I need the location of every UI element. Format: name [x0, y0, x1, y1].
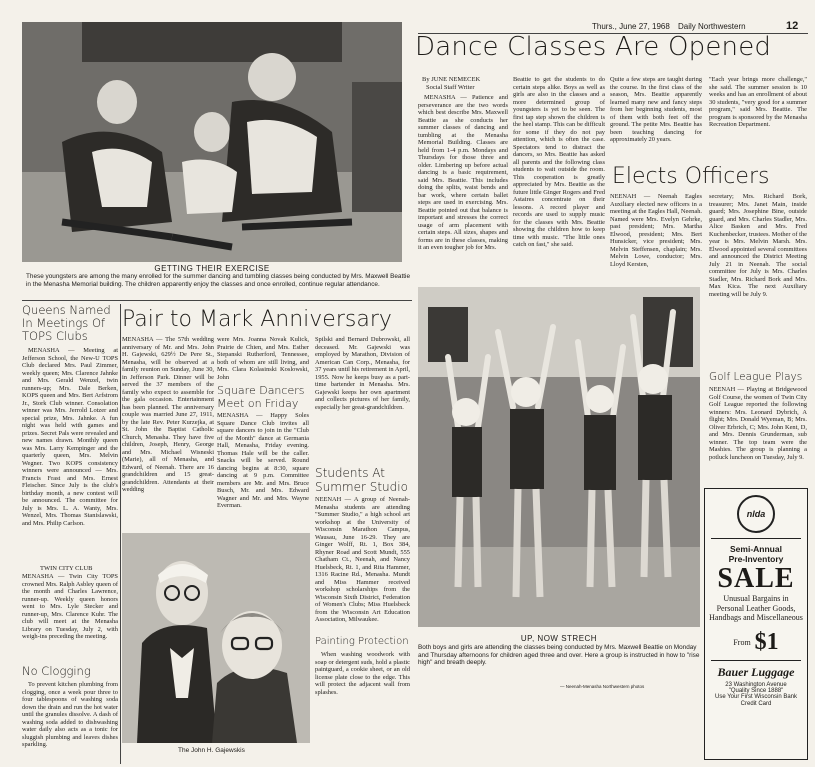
sale-ad: [704, 488, 808, 760]
ad-from: From: [733, 637, 751, 647]
dance-byline: By JUNE NEMECEK: [422, 76, 481, 83]
section-rule: [22, 300, 412, 301]
photo-top-title: GETTING THEIR EXERCISE: [154, 264, 270, 273]
anniversary-col-2: were Mrs. Joanna Novak Kulick, Prairie de Chien, and Mrs. Esther Stepanski Rutherford, Tennessee, both of whom are still living, and Mrs. Clara Kolasinski Koslowski, John: [217, 336, 309, 381]
photo-right-credit: — Neenah-Menasha Northwestern photos: [560, 684, 645, 689]
officers-col-1: NEENAH — Neenah Eagles Auxiliary elected new officers in a meeting at the Eagles Hall, Neenah. Named were Mrs. Evelyn Gehrke, past president; Mrs. Martha Elwood, president; Mrs. Bert Hunsicker, vice president; Mrs. Melvin Steffensen, chaplain; Mrs. Melvin Lowe, conductor; Mrs. Lloyd Kersten,: [610, 193, 702, 268]
ad-line-2: Pre-Inventory: [728, 554, 784, 564]
officers-col-2: secretary; Mrs. Richard Bork, treasurer; Mrs. Janet Main, inside guard; Mrs. Josephine Bine, outside guard, and Mrs. Charles Stadler, Mrs. Alice Basken and Mrs. Fred Kuchenbecker, trustees. Mother of the year is Mrs. Melvin Marsh. Mrs. Elwood appointed several committees and announced the District Meeting July 21 in Neenah. The social committee for July is Mrs. Charles Stadler, Mrs. Richard Bork and Mrs. Max Kica. The next Auxiliary meeting will be July 9.: [709, 193, 807, 298]
ad-logo-text: nlda: [746, 509, 766, 519]
photo-children-exercising: [22, 22, 402, 262]
anniversary-col-1: MENASHA — The 57th wedding anniversary of Mr. and Mrs. John H. Gajewski, 629½ De Pere St., Menasha, will be observed at a family reunion on Sunday, June 30, in Jefferson Park. Dinner will be served the 37 members of the family who expect to assemble for the gala occasion. Entertainment has been planned. The anniversary couple was married June 27, 1911, by the late Rev. Peter Kurzejka, at St. John the Baptist Catholic Church, Menasha. They have five children, Joseph, Henry, George and Mrs. Michael Wisneski (Marie), all of Menasha, and Edward, of Neenah. There are 16 grandchildren and 15 great-grandchildren. Attendants at their wedding: [122, 336, 214, 493]
page-number: 12: [786, 20, 799, 32]
students-headline: Students At Summer Studio: [315, 466, 408, 494]
ad-tagline: "Quality Since 1888": [728, 687, 784, 694]
ad-desc: Unusual Bargains in Personal Leather Goods, Handbags and Miscellaneous: [709, 594, 803, 622]
dance-col-2: Beattie to get the students to do certain steps alike. Boys as well as girls are also in the classes and a more determined group of youngsters is yet to be seen. The first tap step shown the children is the heel stamp. This can be difficult for some if they do not pay attention, which is often the case. Spectators tend to distract the dancers, so Mrs. Beattie has asked all parents and the following class students to wait outside the room. This cooperation is greatly appreciated by Mrs. Beattie as the future little Ginger Rogers and Fred Astaires concentrate on their lessons. A record player and records are used to supply music for the classes with Mrs. Beattie showing the children how to keep time with music. "The little ones catch on fast," she said.: [513, 76, 605, 248]
square-body: MENASHA — Happy Soles Square Dance Club invites all square dancers to join in the "Club of the Month" dance at Germania Hall, Menasha, Friday evening. Thomas Hale will be the caller. Snacks will be served. Round dancing begins at 8:30, square dancing at 9 p.m. Committee members are Mr. and Mrs. Bruce Busch, Mr. and Mrs. Edward Wagner and Mr. and Mrs. Wayne Everman.: [217, 412, 309, 509]
ad-note: Use Your First Wisconsin Bank Credit Card: [714, 693, 798, 707]
paint-headline: Painting Protection: [315, 636, 409, 647]
photo-right-caption: Both boys and girls are attending the classes being conducted by Mrs. Maxwell Beattie on Monday and Thursday afternoons for children aged three and over. Here a group is instructed in how to "rise high" and breath deeply.: [418, 644, 700, 667]
clog-body: To prevent kitchen plumbing from clogging, once a week pour three to four tablespoons of washing soda down the drain and run the hot water until the granules dissolve. A dash of washing soda added to dishwashing water daily also acts as a tonic for sluggish plumbing and leaves dishes sparkling.: [22, 681, 118, 748]
anniversary-col-3: Spilski and Bernard Dubrowski, all deceased. Mr. Gajewski was employed by Marathon, Division of American Can Corp., Menasha, for 37 years until his retirement in April, 1955. Now he keeps busy as a part-time bartender in Menasha. Mrs. Gajewski keeps her own apartment and collects pictures of her family, especially her great-grandchildren.: [315, 336, 410, 411]
anniversary-photo-caption: The John H. Gajewskis: [178, 747, 245, 754]
dance-col-3: Quite a few steps are taught during the course. In the first class of the season, Mrs. Beattie apparently learned many new and fancy steps from her beginning students, most of them with both feet off the ground. The petite Mrs. Beattie has been teaching dancing for approximately 20 years.: [610, 76, 702, 143]
tops-subhead: TWIN CITY CLUB: [40, 565, 93, 572]
officers-headline: Elects Officers: [612, 164, 770, 189]
dance-col-1: MENASHA — Patience and perseverance are the two words which best describe Mrs. Maxwell Beattie as she conducts her summer classes of dancing and tumbling at the Menasha Memorial Building. Classes are held from 1-4 p.m. Mondays and Thursdays for those three and older. Limbering up before actual dancing is a basic requirement, said Mrs. Beattie. This includes doing the splits, waist bends and bar work, where certain ballet steps are used in exercising. Mrs. Beattie pointed out that balance is important and stresses the correct usage of arm placement with certain steps. All sizes, shapes and forms are in these classes, making it an even tougher job for Mrs.: [418, 94, 508, 251]
square-headline: Square Dancers Meet on Friday: [217, 384, 305, 410]
photo-top-caption: These youngsters are among the many enrolled for the summer dancing and tumbling classes being conducted by Mrs. Maxwell Beattie in the Menasha Memorial building. The children apparently enjoy the classes and once enrolled, continue regular attendance.: [26, 273, 410, 288]
anniversary-headline: Pair to Mark Anniversary: [122, 307, 392, 332]
column-rule: [120, 304, 121, 764]
ad-brand: Bauer Luggage: [717, 664, 795, 679]
tops-body-2: MENASHA — Twin City TOPS crowned Mrs. Ralph Asbley queen of the month and Charles Lawrence, runner-up. Weekly queen honors went to Mrs. Lyle Stecker and runner-up, Mrs. Clarence Kuhr. The club will meet at the Menasha Library on Tuesday, July 2, with weigh-ins preceding the meeting.: [22, 573, 118, 640]
tops-body: MENASHA — Meeting at Jefferson School, the New-U TOPS Club declared Mrs. Paul Zimmer, weekly queen; Mrs. Clarence Jahnke and Mrs. Gerald Wenzel, twin runners-up; Mrs. Dale Berken, KOPS queen and Mrs. Bert Arfstrom Jr., Stork Club winner. Consolation winner was Mrs. Jerrold Lotzer and special prize, Mrs. Jahnke. A fun night was held with games and prizes. Secret Pals were revealed and new names drawn. Monthly queen was Mrs. Larry Kempinger and the quarterly queen, Mrs. Melvin Wegner. Two KOPS consistency winners were announced — Mrs. Francis Frast and Mrs. Ernest Fleischer. Since July is the club's birthday month, a new contest will be announced. The committee for July is Mrs. L. A. Wanty, Mrs. Wenzel, Mrs. Thomas Stanislawski, and Mrs. Philip Carlson.: [22, 347, 118, 527]
dance-byline-role: Social Staff Writer: [426, 84, 475, 91]
ad-logo: [737, 495, 775, 533]
dance-headline: Dance Classes Are Opened: [415, 32, 772, 62]
masthead-date: Thurs., June 27, 1968: [592, 22, 670, 31]
ad-sale: SALE: [717, 563, 795, 594]
golf-body: NEENAH — Playing at Bridgewood Golf Course, the women of Twin City Golf League reported the following winners: Mrs. Leonard Dybrich, A flight; Mrs. Donald Wyeman, B; Mrs. Oliver Erbrich, C; Mrs. John Kent, D, and Mrs. Dennis Grunderman, sub winner. The top team were the Mashies. The group is planning a potluck luncheon on Tuesday, July 9.: [709, 386, 807, 461]
paint-body: When washing woodwork with soap or detergent suds, hold a plastic paintguard, a cookie sheet, or an old license plate close to the edge. This will protect the adjacent wall from splashes.: [315, 651, 410, 696]
clog-headline: No Clogging: [22, 664, 91, 678]
masthead-paper: Daily Northwestern: [678, 22, 746, 31]
ad-line-1: Semi-Annual: [730, 544, 782, 554]
tops-headline: Queens Named In Meetings Of TOPS Clubs: [22, 303, 111, 343]
photo-right-title: UP, NOW STRECH: [520, 634, 598, 643]
ad-price: $1: [754, 628, 779, 655]
students-body: NEENAH — A group of Neenah-Menasha students are attending "Summer Studio," a high school art workshop at the University of Wisconsin Marathon Campus, Wausau, June 16-29. They are Ginger Wolff, Rt. 1, Box 384, Rhyner Road and Scott Mundt, 555 Chatham Ct., Neenah, and Nancy Huelsbeck, Rt. 1, and Rita Hammer, 1316 Racine Rd., Menasha. Mundt and Miss Hammer received workshop scholarships from the Wisconsin Sixth District, Federation of Women's Clubs; Miss Huelsbeck from the Wisconsin Art Education Association, Milwaukee.: [315, 496, 410, 623]
ad-address: 23 Washington Avenue: [725, 681, 787, 688]
photo-gajewski-couple: [122, 533, 310, 743]
photo-children-stretching: [418, 287, 700, 627]
dance-col-4: "Each year brings more challenge," she said. The summer session is 10 weeks and has an enrollment of about 30 students, "very good for a summer program," said Mrs. Beattie. The program is sponsored by the Menasha Recreation Department.: [709, 76, 807, 128]
golf-headline: Golf League Plays: [709, 371, 803, 383]
